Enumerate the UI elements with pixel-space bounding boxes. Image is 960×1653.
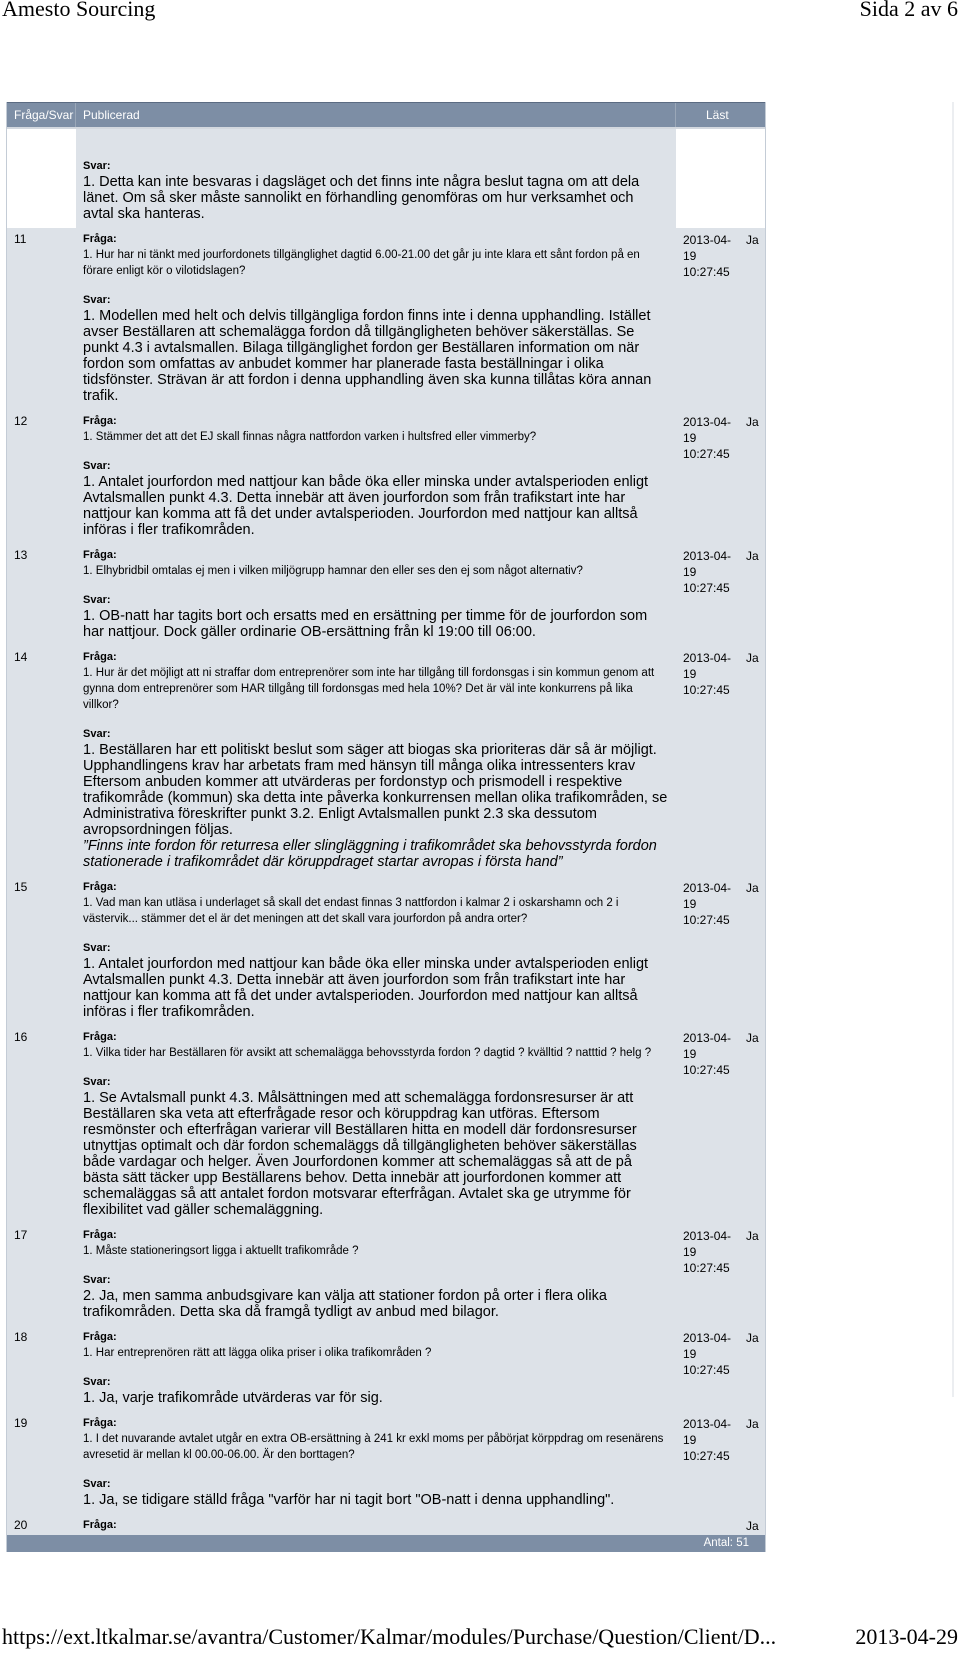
- spacer: [83, 1259, 668, 1273]
- question-text: 1. Vad man kan utläsa i underlaget så skall det endast finnas 3 nattfordon i kalmar 2 i oskarshamn och 2 i västervik... stämmer det el är det meningen att det skall vara jourfordon på andra orter?: [83, 897, 619, 925]
- published-date: [676, 1416, 740, 1514]
- answer-text: 1. Ja, varje trafikområde utvärderas var för sig.: [83, 1390, 383, 1406]
- table-row: [7, 228, 765, 410]
- answer-label: Svar:: [83, 460, 111, 472]
- read-status: Ja: [746, 1519, 759, 1533]
- answer-text: 1. Antalet jourfordon med nattjour kan både öka eller minska under avtalsperioden enligt Avtalsmallen punkt 4.3. Detta innebär att även jourfordon som från trafikstart inte har nattjour kan komma att få det under avtalsperioden. Jourfordon med nattjour kan alltså införas i fler trafikområden.: [83, 474, 649, 538]
- table-footer-count: Antal: 51: [7, 1535, 765, 1552]
- meta-cell: [676, 646, 765, 876]
- question-text: 1. Hur har ni tänkt med jourfordonets tillgänglighet dagtid 6.00-21.00 det går ju inte klara ett sånt fordon på en förare enligt kör o vilotidslagen?: [83, 249, 640, 277]
- print-header: [0, 0, 960, 24]
- published-date-line1: 2013-04-: [683, 1331, 732, 1345]
- meta-cell: [676, 1326, 765, 1412]
- print-page-number: Sida 2 av 6: [859, 0, 958, 21]
- table-row: [7, 1326, 765, 1412]
- answer-text: 1. Beställaren har ett politiskt beslut som säger att biogas ska prioriteras där så är möjligt. Upphandlingens krav har arbetats fram med hänsyn till många olika intressenters krav Eftersom anbuden kommer att utvärderas per fordonstyp och prismodell i respektive trafikområde (kommun) ska detta inte påverka konkurrensen mellan olika trafikområden, se Administrativa föreskrifter punkt 3.2. Enligt Avtalsmallen punkt 2.3 ska dessutom avropsordningen följas.: [83, 742, 668, 838]
- published-date-line2: 19: [683, 897, 697, 911]
- qa-cell: [76, 646, 676, 876]
- answer-label: Svar:: [83, 728, 111, 740]
- published-date: [676, 1330, 740, 1412]
- published-time: 10:27:45: [683, 1063, 730, 1077]
- read-status: Ja: [746, 881, 759, 895]
- answer-quote: ”Finns inte fordon för returresa eller slingläggning i trafikområdet ska behovsstyrda fordon stationerade i trafikområdet där köruppdraget startar avropas i första hand”: [83, 838, 657, 870]
- published-date: [676, 880, 740, 1026]
- row-number: 14: [14, 650, 28, 664]
- print-date: 2013-04-29: [855, 1624, 958, 1649]
- published-date-line2: 19: [683, 1047, 697, 1061]
- question-text: 1. Elhybridbil omtalas ej men i vilken miljögrupp hamnar den eller ses den ej som något alternativ?: [83, 565, 583, 577]
- published-date: [676, 650, 740, 876]
- published-date: [676, 1228, 740, 1326]
- published-date-line1: 2013-04-: [683, 415, 732, 429]
- meta-cell: [676, 129, 765, 228]
- qa-cell: [76, 1026, 676, 1224]
- published-date-line2: 19: [683, 1245, 697, 1259]
- table-row: [7, 1514, 765, 1535]
- qa-cell: [76, 1514, 676, 1535]
- question-label: Fråga:: [83, 1417, 117, 1429]
- answer-text: 1. Se Avtalsmall punkt 4.3. Målsättningen med att schemalägga fordonsresurser är att Beställaren ska veta att efterfrågade resor och köruppdrag kan utföras. Eftersom resmönster och efterfrågan varierar vill Beställaren hitta en modell där fordonsresurser utnyttjas optimalt och där fordon schemaläggs då tillgängligheten behöver säkerställas både vardagar och helger. Även Jourfordonen kommer att schemaläggas så att de på bästa sätt täcker upp Beställarens behov. Detta innebär att jourfordonen kommer att schemaläggas så att antalet fordon motsvarar efterfrågan. Avtalet ska ge utrymme för flexibilitet vad gäller schemaläggning.: [83, 1090, 637, 1218]
- qa-cell: [76, 1412, 676, 1514]
- print-footer: [0, 1624, 960, 1653]
- published-time: 10:27:45: [683, 1449, 730, 1463]
- question-label: Fråga:: [83, 549, 117, 561]
- published-time: 10:27:45: [683, 1363, 730, 1377]
- row-number: 16: [14, 1030, 28, 1044]
- answer-label: Svar:: [83, 1478, 111, 1490]
- answer-label: Svar:: [83, 942, 111, 954]
- question-text: 1. Stämmer det att det EJ skall finnas några nattfordon varken i hultsfred eller vimmerby?: [83, 431, 537, 443]
- question-label: Fråga:: [83, 1031, 117, 1043]
- published-time: 10:27:45: [683, 265, 730, 279]
- published-date-line1: 2013-04-: [683, 1031, 732, 1045]
- print-url: https://ext.ltkalmar.se/avantra/Customer/Kalmar/modules/Purchase/Question/Client/D...: [2, 1624, 777, 1649]
- question-label: Fråga:: [83, 1229, 117, 1241]
- published-date: [676, 1030, 740, 1224]
- question-text: 1. Måste stationeringsort ligga i aktuellt trafikområde ?: [83, 1245, 359, 1257]
- published-date-line2: 19: [683, 1347, 697, 1361]
- read-status: Ja: [746, 1229, 759, 1243]
- published-time: 10:27:45: [683, 913, 730, 927]
- spacer: [83, 927, 668, 941]
- qa-cell: [76, 129, 676, 228]
- qa-cell: [76, 410, 676, 544]
- question-label: Fråga:: [83, 651, 117, 663]
- answer-text: 1. Modellen med helt och delvis tillgängliga fordon finns inte i denna upphandling. Istället avser Beställaren att schemalägga fordon då tillgängligheten behöver säkerställas. Se punkt 4.3 i avtalsmallen. Bilaga tillgänglighet fordon ger Beställaren information om när fordon som omfattas av anbudet kommer har planerade fasta beställningar i olika tidsfönster. Strävan är att fordon i denna upphandling även ska kunna tillåtas köra annan trafik.: [83, 308, 652, 404]
- table-row: [7, 544, 765, 646]
- qa-cell: [76, 1224, 676, 1326]
- spacer: [83, 279, 668, 293]
- table-row-continued: [7, 129, 765, 228]
- row-number: 11: [14, 232, 27, 246]
- published-date-line1: 2013-04-: [683, 881, 732, 895]
- published-time: 10:27:45: [683, 1261, 730, 1275]
- published-date-line2: 19: [683, 249, 697, 263]
- read-status: Ja: [746, 549, 759, 563]
- answer-label: Svar:: [83, 160, 111, 172]
- answer-label: Svar:: [83, 594, 111, 606]
- spacer: [83, 1061, 668, 1075]
- meta-cell: [676, 1224, 765, 1326]
- question-text: 1. Vilka tider har Beställaren för avsikt att schemalägga behovsstyrda fordon ? dagtid ? kvälltid ? natttid ? helg ?: [83, 1047, 652, 1059]
- column-header-published[interactable]: Publicerad: [76, 103, 676, 127]
- answer-text: 1. Antalet jourfordon med nattjour kan både öka eller minska under avtalsperioden enligt Avtalsmallen punkt 4.3. Detta innebär att även jourfordon som från trafikstart inte har nattjour kan komma att få det under avtalsperioden. Jourfordon med nattjour kan alltså införas i fler trafikområden.: [83, 956, 649, 1020]
- published-date-line1: 2013-04-: [683, 651, 732, 665]
- qa-cell: [76, 1326, 676, 1412]
- question-table: [6, 102, 766, 1552]
- meta-cell: [676, 544, 765, 646]
- table-row: [7, 1026, 765, 1224]
- read-status: Ja: [746, 1031, 759, 1045]
- read-status: Ja: [746, 415, 759, 429]
- published-date: [676, 548, 740, 646]
- answer-text: 2. Ja, men samma anbudsgivare kan välja att stationer fordon på orter i flera olika trafikområden. Detta ska då framgå tydligt av anbud med bilagor.: [83, 1288, 607, 1320]
- spacer: [83, 579, 668, 593]
- meta-cell: [676, 1514, 765, 1535]
- published-date-line1: 2013-04-: [683, 549, 732, 563]
- page-edge-rule: [952, 102, 954, 1397]
- published-time: 10:27:45: [683, 447, 730, 461]
- print-title: Amesto Sourcing: [2, 0, 156, 21]
- published-time: 10:27:45: [683, 581, 730, 595]
- answer-text: 1. Ja, se tidigare ställd fråga "varför har ni tagit bort "OB-natt i denna upphandling".: [83, 1492, 615, 1508]
- row-number: 12: [14, 414, 28, 428]
- table-row: [7, 876, 765, 1026]
- meta-cell: [676, 410, 765, 544]
- table-row: [7, 646, 765, 876]
- published-date-line2: 19: [683, 431, 697, 445]
- read-status: Ja: [746, 1331, 759, 1345]
- qa-cell: [76, 876, 676, 1026]
- spacer: [83, 445, 668, 459]
- published-date-line2: 19: [683, 565, 697, 579]
- published-date: [676, 232, 740, 410]
- qa-cell: [76, 228, 676, 410]
- row-number: 18: [14, 1330, 28, 1344]
- row-number: 13: [14, 548, 28, 562]
- answer-label: Svar:: [83, 1076, 111, 1088]
- published-date: [676, 414, 740, 544]
- answer-label: Svar:: [83, 1274, 111, 1286]
- spacer: [83, 1361, 668, 1375]
- meta-cell: [676, 1412, 765, 1514]
- table-row: [7, 1224, 765, 1326]
- table-row: [7, 1412, 765, 1514]
- table-header: [7, 102, 765, 129]
- answer-text: 1. OB-natt har tagits bort och ersatts med en ersättning per timme för de jourfordon som har nattjour. Dock gäller ordinarie OB-ersättning från kl 19:00 till 06:00.: [83, 608, 648, 640]
- spacer: [83, 1463, 668, 1477]
- row-number: 15: [14, 880, 28, 894]
- published-time: 10:27:45: [683, 683, 730, 697]
- published-date-line1: 2013-04-: [683, 1229, 732, 1243]
- row-number: 17: [14, 1228, 28, 1242]
- published-date: [676, 1518, 740, 1535]
- answer-label: Svar:: [83, 294, 111, 306]
- question-label: Fråga:: [83, 1331, 117, 1343]
- published-date-line1: 2013-04-: [683, 233, 732, 247]
- row-number: 19: [14, 1416, 28, 1430]
- question-text: 1. I det nuvarande avtalet utgår en extra OB-ersättning à 241 kr exkl moms per påbörjat körppdrag om resenärens avresetid är mellan kl 00.00-06.00. Är den borttagen?: [83, 1433, 664, 1461]
- row-number: [7, 129, 76, 228]
- meta-cell: [676, 1026, 765, 1224]
- meta-cell: [676, 228, 765, 410]
- question-text: 1. Hur är det möjligt att ni straffar dom entreprenörer som inte har tillgång till fordonsgas i sin kommun genom att gynna dom entreprenörer som HAR tillgång till fordonsgas med hela 10%? Det är väl inte konkurrens på lika villkor?: [83, 667, 655, 711]
- published-date-line1: 2013-04-: [683, 1417, 732, 1431]
- question-label: Fråga:: [83, 233, 117, 245]
- question-label: Fråga:: [83, 415, 117, 427]
- answer-label: Svar:: [83, 1376, 111, 1388]
- read-status: Ja: [746, 233, 759, 247]
- spacer: [83, 713, 668, 727]
- question-label: Fråga:: [83, 881, 117, 893]
- question-label: Fråga:: [83, 1519, 117, 1531]
- published-date-line2: 19: [683, 667, 697, 681]
- column-header-read[interactable]: Läst: [706, 108, 729, 122]
- row-number: 20: [14, 1518, 28, 1532]
- table-row: [7, 410, 765, 544]
- answer-text: 1. Detta kan inte besvaras i dagsläget och det finns inte några beslut tagna om att dela länet. Om så sker måste sannolikt en förhandling genomföras om hur verksamhet och avtal ska hanteras.: [83, 174, 640, 222]
- question-text: 1. Har entreprenören rätt att lägga olika priser i olika trafikområden ?: [83, 1347, 432, 1359]
- meta-cell: [676, 876, 765, 1026]
- read-status: Ja: [746, 651, 759, 665]
- published-date-line2: 19: [683, 1433, 697, 1447]
- column-header-qa[interactable]: Fråga/Svar: [7, 103, 76, 127]
- read-status: Ja: [746, 1417, 759, 1431]
- qa-cell: [76, 544, 676, 646]
